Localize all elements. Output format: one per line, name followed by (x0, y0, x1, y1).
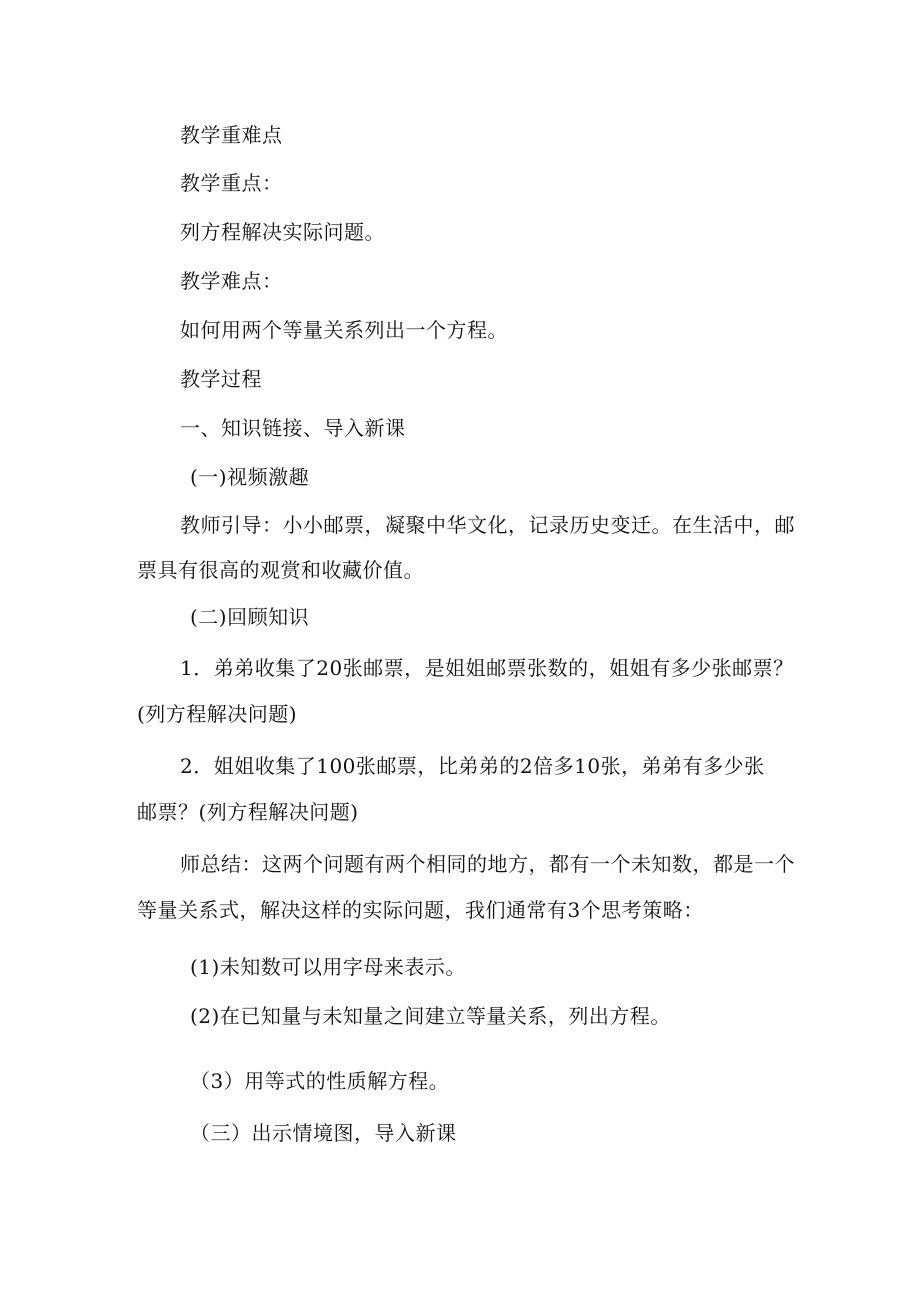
question-1-line-1: 1．弟弟收集了20张邮票，是姐姐邮票张数的，姐姐有多少张邮票？ (180, 656, 794, 680)
label-teaching-difficulty: 教学难点： (180, 269, 283, 293)
teaching-focus-text: 列方程解决实际问题。 (180, 220, 385, 244)
section-one-heading: 一、知识链接、导入新课 (180, 416, 406, 440)
label-teaching-focus: 教学重点： (180, 171, 283, 195)
summary-line-1: 师总结：这两个问题有两个相同的地方，都有一个未知数，都是一个 (180, 852, 795, 876)
summary-line-2: 等量关系式，解决这样的实际问题，我们通常有3个思考策略： (137, 898, 704, 922)
teacher-guide-line-1: 教师引导：小小邮票，凝聚中华文化，记录历史变迁。在生活中，邮 (180, 513, 795, 537)
heading-teaching-process: 教学过程 (180, 367, 262, 391)
question-2-line-2: 邮票？(列方程解决问题) (137, 800, 359, 824)
subsection-two-heading: (二)回顾知识 (190, 605, 310, 629)
heading-key-points: 教学重难点 (180, 123, 283, 147)
subsection-three-heading: （三）出示情境图，导入新课 (190, 1121, 457, 1145)
teacher-guide-line-2: 票具有很高的观赏和收藏价值。 (137, 558, 424, 582)
subsection-one-heading: (一)视频激趣 (190, 465, 310, 489)
strategy-2: (2)在已知量与未知量之间建立等量关系，列出方程。 (190, 1004, 671, 1028)
question-2-line-1: 2．姐姐收集了100张邮票，比弟弟的2倍多10张，弟弟有多少张 (180, 754, 765, 778)
strategy-3: （3）用等式的性质解方程。 (190, 1069, 450, 1093)
teaching-difficulty-text: 如何用两个等量关系列出一个方程。 (180, 318, 508, 342)
question-1-line-2: (列方程解决问题) (137, 702, 298, 726)
strategy-1: (1)未知数可以用字母来表示。 (190, 955, 466, 979)
